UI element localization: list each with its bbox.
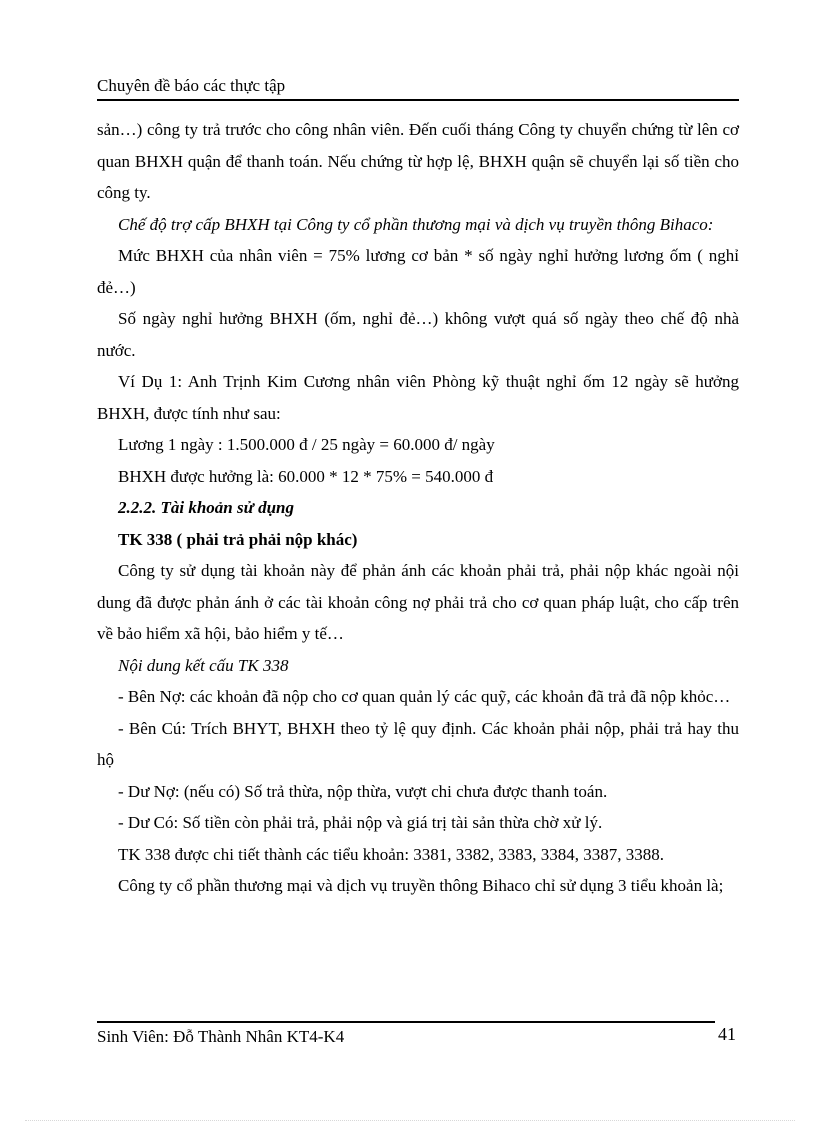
- page-edge-dots: [25, 1120, 795, 1121]
- paragraph-3: Mức BHXH của nhân viên = 75% lương cơ bản * số ngày nghỉ hưởng lương ốm ( nghỉ đẻ…): [97, 246, 739, 297]
- page-number: 41: [718, 1024, 736, 1044]
- paragraph-4: Số ngày nghỉ hưởng BHXH (ốm, nghỉ đẻ…) không vượt quá số ngày theo chế độ nhà nước.: [97, 309, 739, 360]
- account-heading: TK 338 ( phải trả phải nộp khác): [118, 529, 358, 549]
- body-text: [97, 114, 739, 902]
- footer-divider: [97, 1021, 715, 1023]
- paragraph-17: Công ty cổ phần thương mại và dịch vụ truyền thông Bihaco chỉ sử dụng 3 tiểu khoản là;: [118, 876, 724, 895]
- paragraph-2: Chế độ trợ cấp BHXH tại Công ty cổ phần thương mại và dịch vụ truyền thông Bihaco:: [118, 214, 714, 234]
- list-item-credit-balance: - Dư Có: Số tiền còn phải trả, phải nộp và giá trị tài sản thừa chờ xử lý.: [118, 813, 603, 832]
- page-header-title: Chuyên đề báo các thực tập: [97, 76, 286, 95]
- list-item-debit-balance: - Dư Nợ: (nếu có) Số trả thừa, nộp thừa, vượt chi chưa được thanh toán.: [118, 781, 608, 801]
- header-divider: [97, 99, 739, 101]
- list-item-credit: - Bên Cú: Trích BHYT, BHXH theo tỷ lệ quy định. Các khoản phải nộp, phải trả hay thu hộ: [97, 718, 739, 769]
- paragraph-1: sản…) công ty trả trước cho công nhân viên. Đến cuối tháng Công ty chuyển chứng từ lên cơ quan BHXH quận để thanh toán. Nếu chứng từ hợp lệ, BHXH quận sẽ chuyển lại số tiền cho công ty.: [97, 120, 739, 202]
- structure-subheading: Nội dung kết cấu TK 338: [118, 655, 289, 675]
- paragraph-10: Công ty sử dụng tài khoản này để phản ánh các khoản phải trả, phải nộp khác ngoài nội dung đã được phản ánh ở các tài khoản công nợ phải trả cho cơ quan pháp luật, cho cấp trên về bảo hiểm xã hội, bảo hiểm y tế…: [97, 561, 739, 643]
- paragraph-5: Ví Dụ 1: Anh Trịnh Kim Cương nhân viên Phòng kỹ thuật nghỉ ốm 12 ngày sẽ hưởng BHXH, được tính như sau:: [97, 372, 739, 423]
- paragraph-7: BHXH được hưởng là: 60.000 * 12 * 75% = 540.000 đ: [118, 466, 494, 486]
- footer-student: Sinh Viên: Đỗ Thành Nhân KT4-K4: [97, 1027, 345, 1046]
- list-item-debit: - Bên Nợ: các khoản đã nộp cho cơ quan quản lý các quỹ, các khoản đã trả đã nộp khỏc…: [118, 687, 731, 706]
- section-heading: 2.2.2. Tài khoản sử dụng: [118, 498, 294, 517]
- paragraph-16: TK 338 được chi tiết thành các tiểu khoản: 3381, 3382, 3383, 3384, 3387, 3388.: [118, 844, 665, 864]
- paragraph-6: Lương 1 ngày : 1.500.000 đ / 25 ngày = 60.000 đ/ ngày: [118, 435, 495, 454]
